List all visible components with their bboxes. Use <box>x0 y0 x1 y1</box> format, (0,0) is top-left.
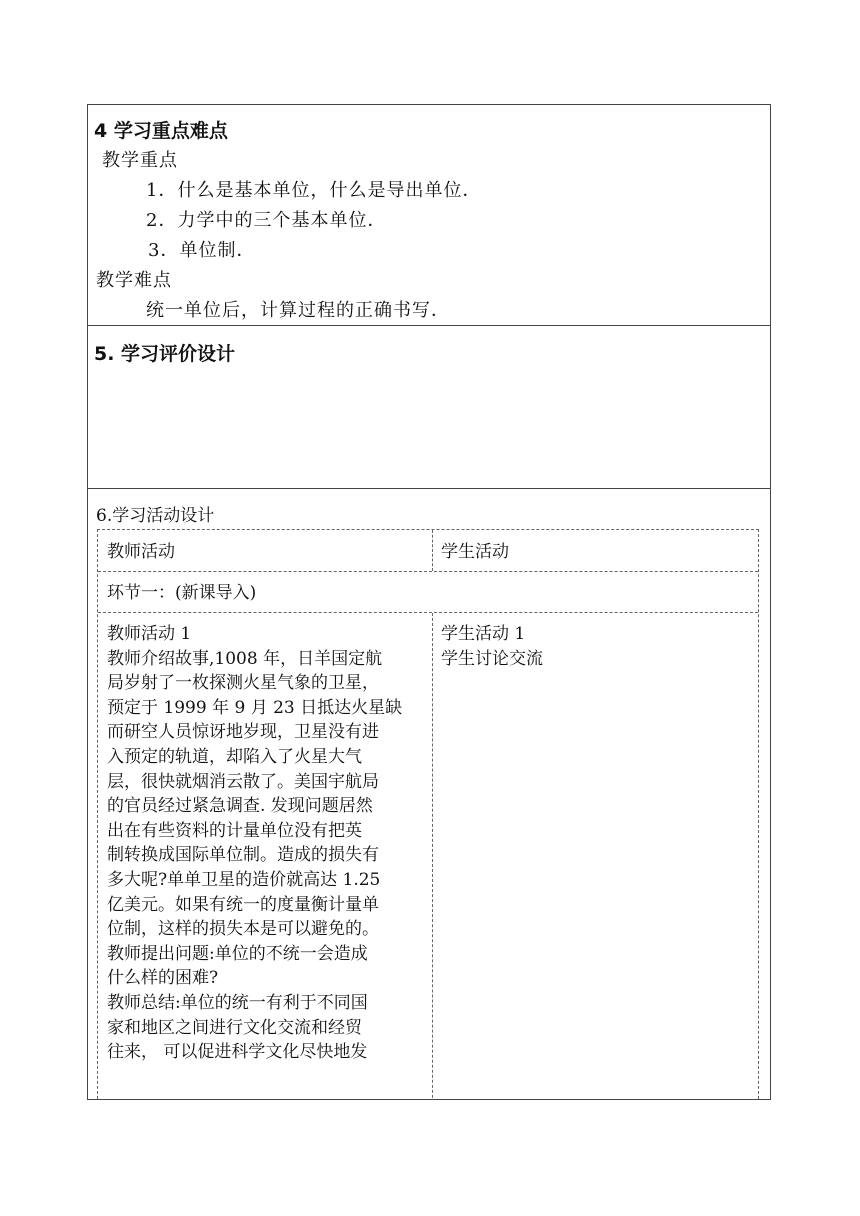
section-4-heading: 4 学习重点难点 <box>94 120 228 142</box>
teacher-text-line: 局岁射了一枚探测火星气象的卫星， <box>107 673 379 694</box>
teacher-text-line: 什么样的困难? <box>107 968 219 989</box>
key-point-item: 3．单位制． <box>148 240 256 261</box>
teacher-text-line: 层，很快就烟消云散了。美国宇航局 <box>107 771 379 792</box>
teacher-text-line: 的官员经过紧急调查. 发现问题居然 <box>107 796 373 817</box>
teacher-text-line: 家和地区之间进行文化交流和经贸 <box>107 1017 362 1038</box>
teacher-text-line: 位制，这样的损失本是可以避免的。 <box>107 919 379 940</box>
teacher-text-line: 制转换成国际单位制。造成的损失有 <box>107 845 379 866</box>
teacher-text-line: 多大呢?单单卫星的造价就高达 1.25 <box>107 869 381 890</box>
difficulty-title: 教学难点 <box>96 270 172 291</box>
column-divider <box>432 613 433 1099</box>
student-text-line: 学生讨论交流 <box>441 648 543 669</box>
key-point-item: 2．力学中的三个基本单位． <box>146 210 387 231</box>
teacher-text-line: 预定于 1999 年 9 月 23 日抵达火星缺 <box>107 697 403 718</box>
section-key-difficult-points <box>88 105 770 326</box>
activity-body-row <box>98 613 758 1099</box>
difficulty-text: 统一单位后，计算过程的正确书写． <box>146 300 450 321</box>
section-6-title: 6.学习活动设计 <box>96 506 215 526</box>
teacher-text-line: 教师提出问题:单位的不统一会造成 <box>107 943 368 964</box>
key-points-title: 教学重点 <box>102 150 178 171</box>
student-column-header: 学生活动 <box>441 542 509 562</box>
teacher-text-line: 教师总结:单位的统一有利于不同国 <box>107 992 368 1013</box>
teacher-text-line: 亿美元。如果有统一的度量衡计量单 <box>107 894 379 915</box>
stage-label: 环节一：(新课导入) <box>107 583 257 603</box>
stage-row <box>98 572 758 613</box>
teacher-column-header: 教师活动 <box>107 542 175 562</box>
activity-table <box>97 529 759 1099</box>
teacher-text-line: 出在有些资料的计量单位没有把英 <box>107 820 362 841</box>
teacher-text-line: 而研空人员惊讶地岁现，卫星没有进 <box>107 722 379 743</box>
teacher-text-line: 往来， 可以促进科学文化尽快地发 <box>107 1042 368 1063</box>
column-divider <box>432 530 433 571</box>
section-evaluation-design <box>88 326 770 489</box>
student-activity-cell <box>441 622 543 671</box>
section-activity-design <box>88 489 770 1099</box>
key-point-item: 1．什么是基本单位，什么是导出单位． <box>146 180 482 201</box>
teacher-text-line: 教师介绍故事,1008 年，日羊国定航 <box>107 648 383 669</box>
section-5-heading: 5. 学习评价设计 <box>94 343 236 365</box>
teacher-activity-cell <box>107 622 425 1065</box>
teacher-text-line: 入预定的轨道，却陷入了火星大气 <box>107 746 362 767</box>
lesson-plan-table <box>87 104 771 1100</box>
teacher-text-line: 教师活动 1 <box>107 624 192 644</box>
activity-header-row <box>98 530 758 572</box>
student-text-line: 学生活动 1 <box>441 624 526 644</box>
